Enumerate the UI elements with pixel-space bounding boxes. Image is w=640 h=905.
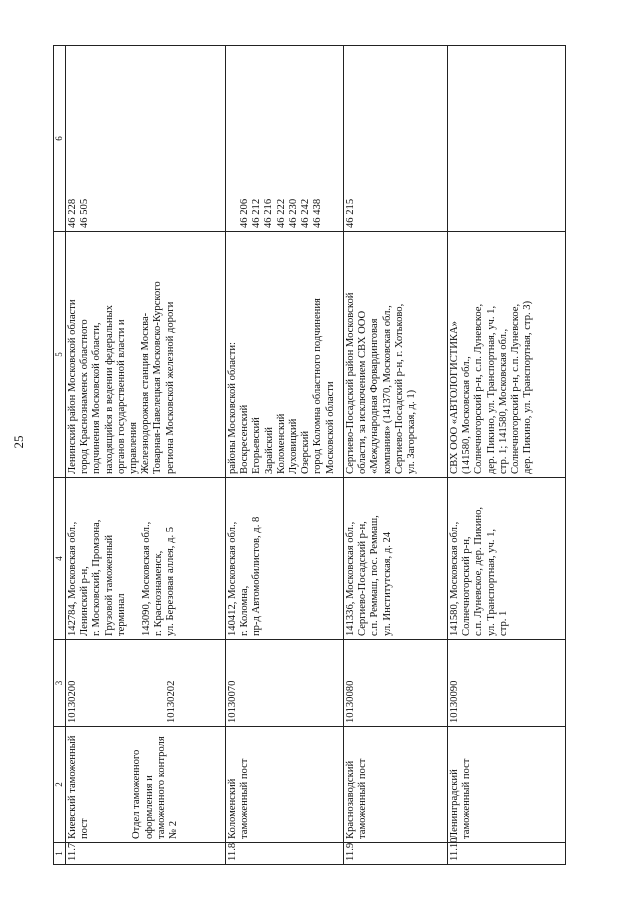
document-table-rotated <box>53 46 556 865</box>
post-name: Краснозаводский таможенный пост <box>344 727 448 843</box>
post-name: Киевский таможенный пост Отдел таможенного оформления и таможенного контроля № 2 <box>66 727 226 843</box>
post-code: 10130070 <box>226 640 344 727</box>
row-number: 11.9 <box>344 843 448 865</box>
okato-codes <box>448 46 566 232</box>
post-name: Ленинградский таможенный пост <box>448 727 566 843</box>
table-row <box>448 46 566 865</box>
column-number: 4 <box>54 478 66 640</box>
post-code: 10130080 <box>344 640 448 727</box>
row-number: 11.10 <box>448 843 566 865</box>
post-code: 10130200 10130202 <box>66 640 226 727</box>
table-row <box>344 46 448 865</box>
service-region: СВХ ООО «АВТОЛОГИСТИКА» (141580, Московская обл., Солнечногорский р-н, с.п. Луневское, дер. Пикино, ул. Транспортная, уч. 1, стр. 1; 141580, Московская обл., Солнечногорский р-н, с.п. Луневское, дер. Пикино, ул. Транспортная, стр. 3) <box>448 232 566 478</box>
column-number: 2 <box>54 727 66 843</box>
service-region: районы Московской области: Воскресенский Егорьевский Зарайский Коломенский Луховицкий Озерский город Коломна областного подчинения Московской области <box>226 232 344 478</box>
post-address: 141336, Московская обл., Сергиево-Посадский р-н, с.п. Реммаш, пос. Реммаш, ул. Институтская, д. 24 <box>344 478 448 640</box>
post-address: 140412, Московская обл., г. Коломна, пр-д Автомобилистов, д. 8 <box>226 478 344 640</box>
table-row <box>66 46 226 865</box>
column-number: 5 <box>54 232 66 478</box>
column-number: 3 <box>54 640 66 727</box>
okato-codes: 46 228 46 505 <box>66 46 226 232</box>
column-number-row <box>54 46 66 865</box>
page-number: 25 <box>11 435 26 449</box>
column-number: 6 <box>54 46 66 232</box>
row-number: 11.7 <box>66 843 226 865</box>
post-address: 141580, Московская обл., Солнечногорский р-н, с.п. Луневское, дер. Пикино, ул. Транспортная, уч. 1, стр. 1 <box>448 478 566 640</box>
post-code: 10130090 <box>448 640 566 727</box>
okato-codes: 46 206 46 212 46 216 46 222 46 230 46 242 46 438 <box>226 46 344 232</box>
okato-codes: 46 215 <box>344 46 448 232</box>
post-address: 142784, Московская обл., Ленинский р-н, г. Московский, Промзона, Грузовой таможенный терминал 143090, Московская обл., г. Краснознаменск, ул. Березовая аллея, д. 5 <box>66 478 226 640</box>
customs-posts-table <box>53 45 566 865</box>
table-row <box>226 46 344 865</box>
service-region: Сергиево-Посадский район Московской области, за исключением СВХ ООО «Международная Форвардинговая компания» (141370, Московская обл., Сергиево-Посадский р-н, г. Хотьково, ул. Загорская, д. 1) <box>344 232 448 478</box>
service-region: Ленинский район Московской области город Краснознаменск областного подчинения Московской области, находящийся в ведении федеральных органов государственной власти и управления Железнодорожная станция Москва- Товарная-Павелецкая Московско-Курского региона Московской железной дороги <box>66 232 226 478</box>
post-name: Коломенский таможенный пост <box>226 727 344 843</box>
row-number: 11.8 <box>226 843 344 865</box>
column-number: 1 <box>54 843 66 865</box>
